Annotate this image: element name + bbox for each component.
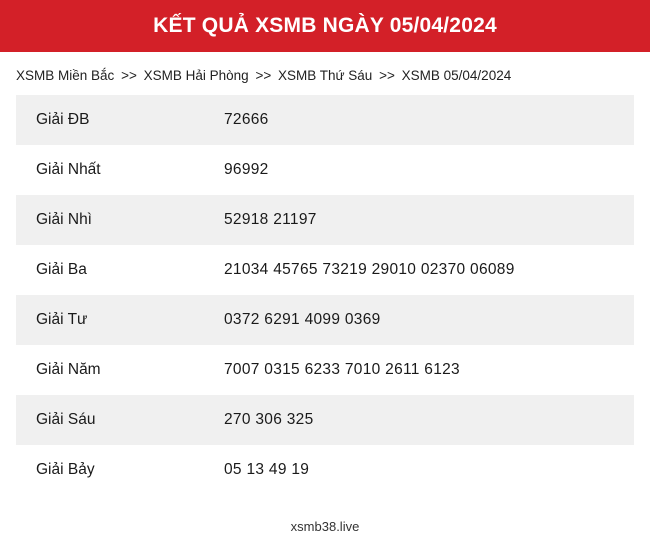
breadcrumb-item-date[interactable]: XSMB 05/04/2024 [401, 68, 512, 83]
prize-numbers: 0372 6291 4099 0369 [224, 311, 381, 328]
site-name: xsmb38.live [290, 519, 360, 534]
prize-numbers: 05 13 49 19 [224, 461, 310, 478]
footer [0, 519, 650, 550]
breadcrumb-separator: >> [255, 68, 272, 83]
page-title: KẾT QUẢ XSMB NGÀY 05/04/2024 [153, 14, 497, 37]
table-row [16, 245, 634, 295]
table-row [16, 345, 634, 395]
table-row [16, 395, 634, 445]
prize-label: Giải Nhất [36, 161, 101, 178]
breadcrumb-separator: >> [379, 68, 395, 83]
prize-label: Giải Ba [36, 261, 87, 278]
breadcrumb-item-province[interactable]: XSMB Hải Phòng [143, 68, 249, 83]
table-row [16, 445, 634, 495]
prize-label: Giải Tư [36, 311, 88, 328]
table-row [16, 195, 634, 245]
prize-numbers: 96992 [224, 161, 269, 178]
breadcrumb-item-region[interactable]: XSMB Miền Bắc [16, 68, 115, 83]
prize-label: Giải Năm [36, 361, 101, 378]
prize-numbers: 270 306 325 [224, 411, 314, 428]
table-row [16, 145, 634, 195]
breadcrumb-separator: >> [121, 68, 137, 83]
prize-label: Giải Sáu [36, 411, 96, 428]
breadcrumb [0, 52, 650, 95]
prize-label: Giải Bảy [36, 461, 95, 478]
page-header [0, 0, 650, 52]
prize-numbers: 52918 21197 [224, 211, 317, 228]
prize-label: Giải Nhì [36, 211, 92, 228]
breadcrumb-item-weekday[interactable]: XSMB Thứ Sáu [277, 68, 373, 83]
prize-numbers: 72666 [224, 111, 269, 128]
results-table [16, 95, 634, 495]
prize-label: Giải ĐB [36, 111, 90, 128]
table-row [16, 295, 634, 345]
prize-numbers: 21034 45765 73219 29010 02370 06089 [224, 261, 515, 278]
table-row [16, 95, 634, 145]
prize-numbers: 7007 0315 6233 7010 2611 6123 [224, 361, 460, 378]
